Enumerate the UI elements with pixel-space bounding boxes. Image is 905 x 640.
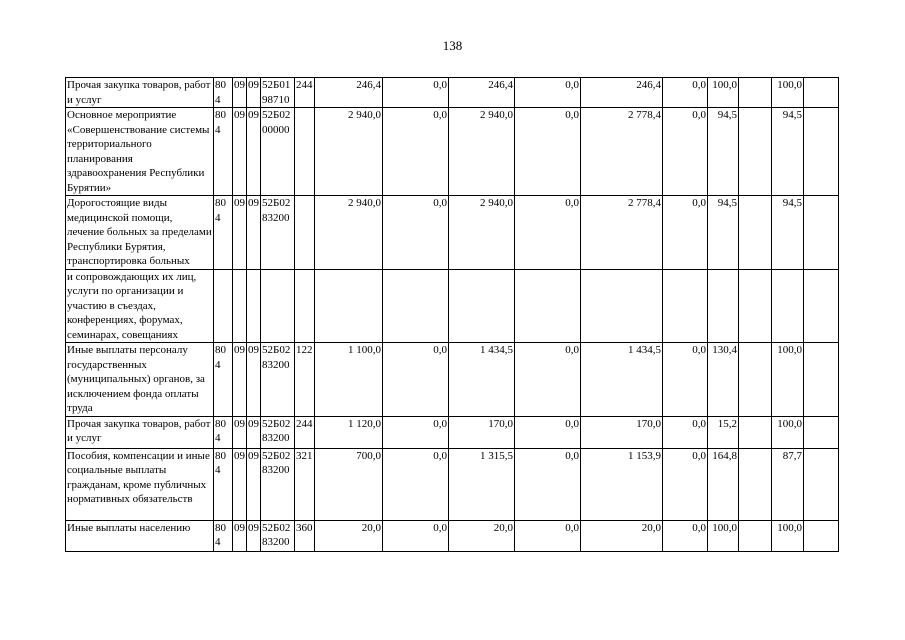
expense-type-code — [295, 269, 315, 343]
section-code: 09 — [233, 416, 247, 448]
expense-type-code: 122 — [295, 343, 315, 417]
section-code: 09 — [233, 448, 247, 520]
ved-code: 804 — [214, 78, 233, 108]
subsection-code — [247, 269, 261, 343]
value-approved: 700,0 — [315, 448, 383, 520]
value-executed: 246,4 — [581, 78, 663, 108]
target-article-code — [261, 269, 295, 343]
target-article-code: 52Б0283200 — [261, 416, 295, 448]
table-row — [66, 78, 839, 108]
subsection-code: 09 — [247, 520, 261, 551]
value-executed: 170,0 — [581, 416, 663, 448]
target-article-code: 52Б0198710 — [261, 78, 295, 108]
row-name: Прочая закупка товаров, работ и услуг — [66, 78, 214, 108]
value-executed-federal — [663, 269, 708, 343]
subsection-code: 09 — [247, 343, 261, 417]
table-row — [66, 269, 839, 343]
percent-approved: 164,8 — [708, 448, 739, 520]
empty-cell — [804, 108, 839, 196]
row-name: Иные выплаты персоналу государственных (муниципальных) органов, за исключением фонда оплаты труда — [66, 343, 214, 417]
percent-approved: 15,2 — [708, 416, 739, 448]
empty-cell — [739, 416, 772, 448]
empty-cell — [739, 78, 772, 108]
row-name: Дорогостоящие виды медицинской помощи, лечение больных за пределами Республики Бурятия, транспортировка больных — [67, 197, 212, 267]
value-refined-federal — [515, 269, 581, 343]
value-refined-federal: 0,0 — [515, 196, 581, 270]
empty-cell — [739, 520, 772, 551]
empty-cell — [804, 196, 839, 270]
row-name: Иные выплаты населению — [66, 520, 214, 551]
value-executed-federal: 0,0 — [663, 78, 708, 108]
percent-refined: 100,0 — [772, 416, 804, 448]
row-name: Прочая закупка товаров, работ и услуг — [66, 416, 214, 448]
value-refined-federal: 0,0 — [515, 108, 581, 196]
section-code: 09 — [233, 78, 247, 108]
percent-refined: 94,5 — [772, 108, 804, 196]
percent-refined — [772, 269, 804, 343]
ved-code: 804 — [214, 416, 233, 448]
empty-cell — [804, 520, 839, 551]
value-approved-federal: 0,0 — [383, 108, 449, 196]
value-approved-federal — [383, 269, 449, 343]
value-approved: 20,0 — [315, 520, 383, 551]
section-code: 09 — [233, 196, 247, 270]
value-approved-federal: 0,0 — [383, 343, 449, 417]
value-refined-federal: 0,0 — [515, 78, 581, 108]
expense-type-code: 360 — [295, 520, 315, 551]
subsection-code: 09 — [247, 196, 261, 270]
empty-cell — [804, 343, 839, 417]
value-executed: 1 434,5 — [581, 343, 663, 417]
table-row — [66, 108, 839, 196]
expense-type-code — [295, 108, 315, 196]
subsection-code: 09 — [247, 448, 261, 520]
percent-refined: 100,0 — [772, 343, 804, 417]
percent-refined: 100,0 — [772, 78, 804, 108]
section-code: 09 — [233, 520, 247, 551]
target-article-code: 52Б0283200 — [261, 448, 295, 520]
target-article-code: 52Б0283200 — [261, 520, 295, 551]
value-executed-federal: 0,0 — [663, 416, 708, 448]
expense-type-code: 244 — [295, 78, 315, 108]
percent-refined: 100,0 — [772, 520, 804, 551]
empty-cell — [739, 269, 772, 343]
table-row — [66, 196, 839, 270]
table-row — [66, 448, 839, 520]
ved-code: 804 — [214, 520, 233, 551]
value-refined-federal: 0,0 — [515, 520, 581, 551]
value-approved: 1 100,0 — [315, 343, 383, 417]
section-code: 09 — [233, 343, 247, 417]
value-refined-federal: 0,0 — [515, 448, 581, 520]
value-approved: 2 940,0 — [315, 108, 383, 196]
row-name: и сопровождающих их лиц, услуги по организации и участию в съездах, конференциях, форумах, семинарах, совещаниях — [66, 269, 214, 343]
value-approved: 1 120,0 — [315, 416, 383, 448]
table-row — [66, 343, 839, 417]
empty-cell — [739, 108, 772, 196]
value-approved-federal: 0,0 — [383, 196, 449, 270]
value-executed-federal: 0,0 — [663, 108, 708, 196]
percent-refined: 87,7 — [772, 448, 804, 520]
value-approved — [315, 269, 383, 343]
expense-type-code: 244 — [295, 416, 315, 448]
value-executed: 1 153,9 — [581, 448, 663, 520]
percent-approved: 94,5 — [708, 108, 739, 196]
section-code — [233, 269, 247, 343]
table-row — [66, 416, 839, 448]
value-refined: 1 315,5 — [449, 448, 515, 520]
value-executed: 2 778,4 — [581, 196, 663, 270]
ved-code: 804 — [214, 343, 233, 417]
value-approved: 246,4 — [315, 78, 383, 108]
target-article-code: 52Б0200000 — [261, 108, 295, 196]
empty-cell — [739, 343, 772, 417]
percent-approved — [708, 269, 739, 343]
value-approved-federal: 0,0 — [383, 448, 449, 520]
value-refined: 1 434,5 — [449, 343, 515, 417]
value-executed: 2 778,4 — [581, 108, 663, 196]
value-refined-federal: 0,0 — [515, 416, 581, 448]
value-executed — [581, 269, 663, 343]
section-code: 09 — [233, 108, 247, 196]
value-executed-federal: 0,0 — [663, 196, 708, 270]
empty-cell — [804, 269, 839, 343]
value-executed: 20,0 — [581, 520, 663, 551]
value-executed-federal: 0,0 — [663, 343, 708, 417]
value-refined: 20,0 — [449, 520, 515, 551]
target-article-code: 52Б0283200 — [261, 196, 295, 270]
subsection-code: 09 — [247, 108, 261, 196]
table-row — [66, 520, 839, 551]
value-executed-federal: 0,0 — [663, 520, 708, 551]
ved-code: 804 — [214, 196, 233, 270]
percent-refined: 94,5 — [772, 196, 804, 270]
empty-cell — [804, 416, 839, 448]
subsection-code: 09 — [247, 78, 261, 108]
value-refined: 2 940,0 — [449, 196, 515, 270]
empty-cell — [804, 78, 839, 108]
value-refined-federal: 0,0 — [515, 343, 581, 417]
ved-code: 804 — [214, 108, 233, 196]
empty-cell — [739, 196, 772, 270]
value-approved-federal: 0,0 — [383, 78, 449, 108]
value-executed-federal: 0,0 — [663, 448, 708, 520]
empty-cell — [739, 448, 772, 520]
row-name: Основное мероприятие «Совершенствование системы территориального планирования здравоохранения Республики Бурятии» — [66, 108, 214, 196]
page-number: 138 — [442, 38, 463, 53]
value-refined: 170,0 — [449, 416, 515, 448]
budget-table — [65, 77, 839, 552]
target-article-code: 52Б0283200 — [261, 343, 295, 417]
expense-type-code — [295, 196, 315, 270]
empty-cell — [804, 448, 839, 520]
expense-type-code: 321 — [295, 448, 315, 520]
subsection-code: 09 — [247, 416, 261, 448]
value-refined — [449, 269, 515, 343]
value-approved-federal: 0,0 — [383, 416, 449, 448]
percent-approved: 100,0 — [708, 520, 739, 551]
row-name: Пособия, компенсации и иные социальные выплаты гражданам, кроме публичных нормативных обязательств — [66, 448, 214, 520]
ved-code — [214, 269, 233, 343]
value-refined: 2 940,0 — [449, 108, 515, 196]
value-approved: 2 940,0 — [315, 196, 383, 270]
value-refined: 246,4 — [449, 78, 515, 108]
ved-code: 804 — [214, 448, 233, 520]
percent-approved: 94,5 — [708, 196, 739, 270]
percent-approved: 130,4 — [708, 343, 739, 417]
value-approved-federal: 0,0 — [383, 520, 449, 551]
percent-approved: 100,0 — [708, 78, 739, 108]
